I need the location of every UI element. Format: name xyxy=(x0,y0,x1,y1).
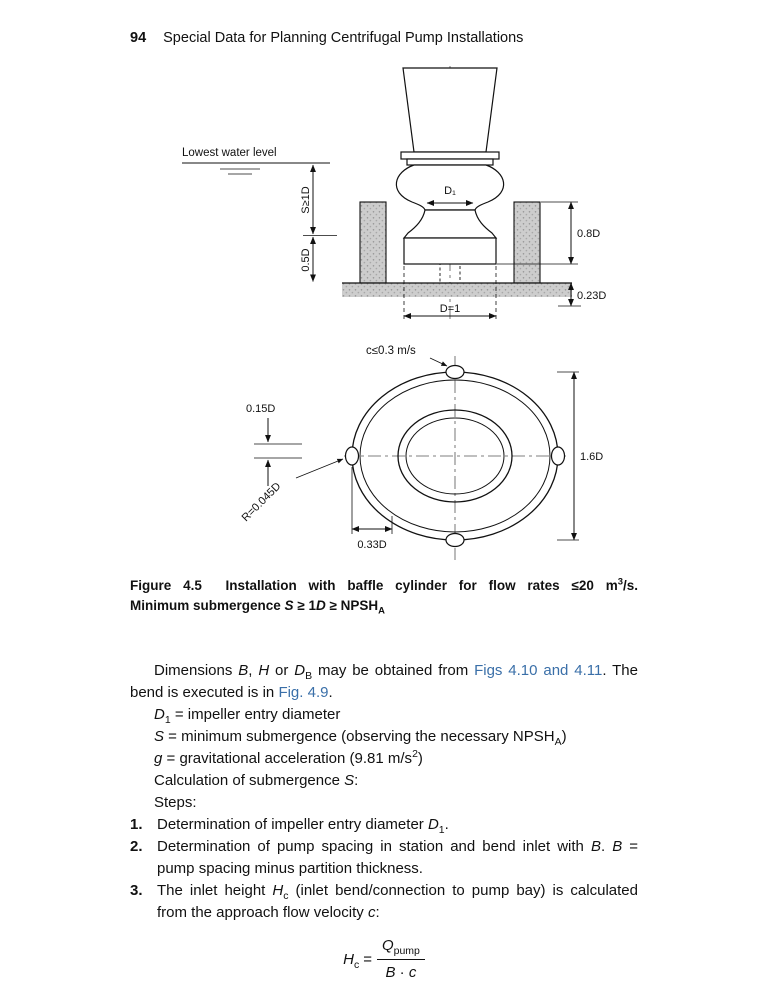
calculation-heading: Calculation of submergence S: xyxy=(154,772,359,789)
formula-lhs: $H_c$ xyxy=(343,950,360,971)
dim-label-d1: D₁ xyxy=(444,185,456,197)
top-view-diagram xyxy=(240,345,604,560)
step-item-3 xyxy=(130,880,638,924)
rib-bottom xyxy=(446,534,464,547)
dim-05d xyxy=(300,237,313,282)
suction-bell xyxy=(404,210,496,238)
dim-submergence xyxy=(300,165,337,236)
step-item-1 xyxy=(130,814,638,836)
page-number: 94 xyxy=(130,30,147,46)
dim-radius xyxy=(240,459,343,524)
formula-fraction xyxy=(377,935,425,984)
step-text: Determination of pump spacing in station and bend inlet with B. B = pump spacing minus partition thickness. xyxy=(157,838,639,877)
body-text xyxy=(130,660,638,984)
dim-label-015d: 0.15D xyxy=(246,403,276,415)
right-pier xyxy=(514,202,540,283)
flange-lower xyxy=(407,159,493,165)
definition-s: S = minimum submergence (observing the necessary $NPSH_A$) xyxy=(154,728,567,748)
dim-label-radius: R=0.045D xyxy=(239,480,284,525)
formula-numerator: $Q_{pump}$ xyxy=(377,935,425,960)
step-number: 1. xyxy=(130,816,143,833)
steps-heading: Steps: xyxy=(154,794,197,811)
rib-left xyxy=(346,447,359,465)
figure-caption xyxy=(130,576,638,616)
running-header xyxy=(130,30,638,46)
rib-top xyxy=(446,366,464,379)
pump-column xyxy=(403,68,497,152)
floor-hatch xyxy=(342,283,572,297)
dim-label-033d: 0.33D xyxy=(357,539,387,551)
left-pier xyxy=(360,202,386,283)
running-title: Special Data for Planning Centrifugal Pump Installations xyxy=(163,30,524,46)
rib-right xyxy=(552,447,565,465)
dim-033d xyxy=(352,467,392,551)
dim-label-s: S≥1D xyxy=(300,186,312,214)
flange-upper xyxy=(401,152,499,159)
definition-d1: $D_1$ = impeller entry diameter xyxy=(154,706,341,726)
paragraph-dimensions: Dimensions B, H or $D_B$ may be obtained from Figs 4.10 and 4.11. The bend is executed is in Fig. 4.9. xyxy=(130,662,638,701)
dim-015d xyxy=(246,403,302,486)
dim-label-023d: 0.23D xyxy=(577,290,607,302)
formula-equals: = xyxy=(363,950,372,968)
figure-4-5-drawing xyxy=(120,66,640,568)
pump-base xyxy=(404,238,496,264)
label-approach-velocity xyxy=(366,345,447,366)
side-view-diagram xyxy=(182,66,606,322)
dim-label-deq1: D=1 xyxy=(439,303,461,315)
figure-caption-line1: Figure 4.5 Installation with baffle cylinder for flow rates ≤20 $m^3/s$. xyxy=(130,576,638,593)
dim-08d xyxy=(497,202,600,264)
cross-reference-link[interactable]: Fig. 4.9 xyxy=(278,684,329,701)
dim-label-05d: 0.5D xyxy=(300,248,312,272)
velocity-label: c≤0.3 m/s xyxy=(366,345,416,357)
water-level-label: Lowest water level xyxy=(182,147,277,159)
step-number: 3. xyxy=(130,882,143,899)
step-item-2 xyxy=(130,836,638,880)
step-number: 2. xyxy=(130,838,143,855)
water-level xyxy=(182,147,330,174)
step-text: Determination of impeller entry diameter $D_1$. xyxy=(157,816,449,836)
formula-denominator: B · c xyxy=(385,964,417,981)
step-text: The inlet height $H_c$ (inlet bend/connection to pump bay) is calculated from the approach flow velocity c: xyxy=(157,882,638,921)
figure-caption-line2: Minimum submergence $S \ge 1D \ge NPSH_A$ xyxy=(130,598,385,617)
definition-g: g = gravitational acceleration (9.81 $m/s^2$) xyxy=(154,748,423,767)
dim-label-16d: 1.6D xyxy=(580,451,604,463)
formula-inlet-height xyxy=(130,935,638,984)
cross-reference-link[interactable]: Figs 4.10 and 4.11 xyxy=(474,662,603,679)
dim-label-08d: 0.8D xyxy=(577,228,601,240)
